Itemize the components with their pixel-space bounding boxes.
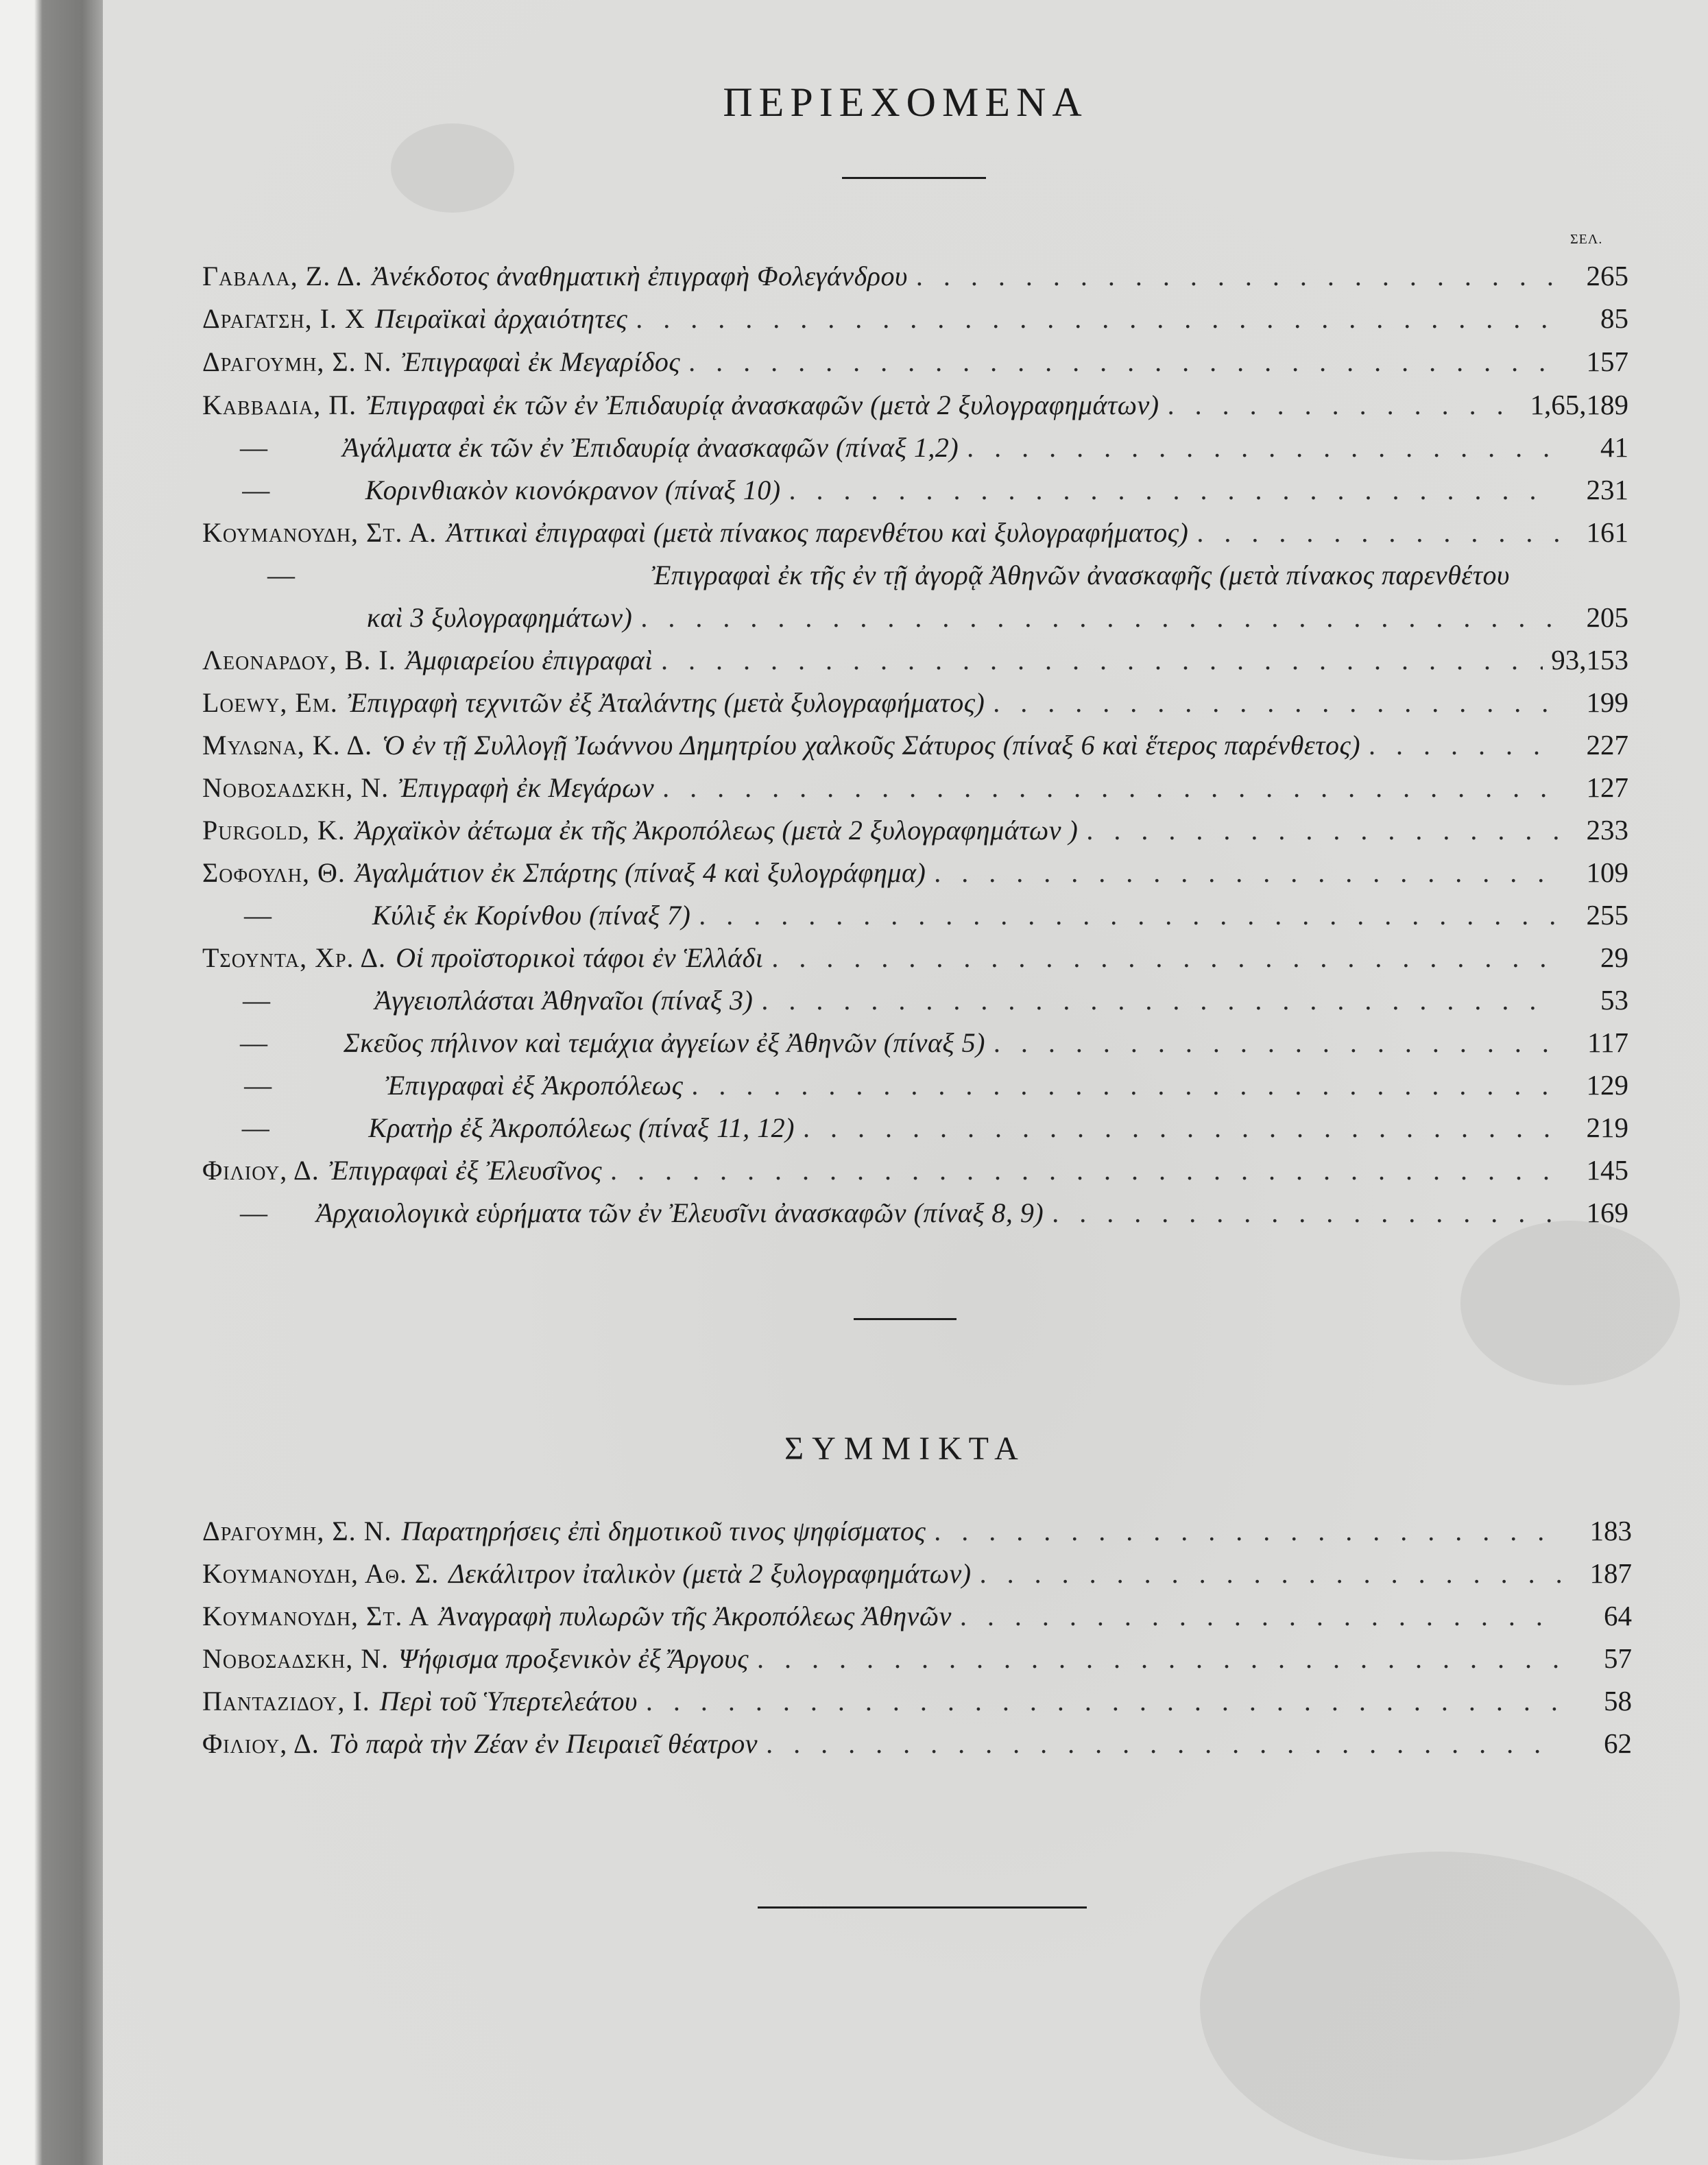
dot-leader — [994, 1027, 1559, 1059]
page-number: 127 — [1586, 771, 1628, 803]
entry-title: Κύλιξ ἐκ Κορίνθου (πίναξ 7) — [372, 900, 691, 931]
entry-title: Κορινθιακὸν κιονόκρανον (πίναξ 10) — [365, 475, 781, 505]
dot-leader — [662, 771, 1559, 804]
page-number: 62 — [1604, 1727, 1632, 1759]
list-item — [202, 941, 1628, 979]
dot-leader — [803, 1112, 1559, 1144]
page-number: 161 — [1586, 516, 1628, 548]
entry-author: Loewy, Εμ. — [202, 687, 338, 718]
entry-author: Σοφουλη, Θ. — [202, 857, 346, 888]
page-number: 231 — [1586, 474, 1629, 505]
page-number: 64 — [1604, 1600, 1632, 1631]
dot-leader — [661, 644, 1543, 676]
page-number: 187 — [1589, 1557, 1632, 1589]
entry-title: Ἀγάλματα ἐκ τῶν ἐν Ἐπιδαυρίᾳ ἀνασκαφῶν (πίναξ 1,2) — [342, 432, 959, 463]
list-item — [202, 1599, 1632, 1638]
entry-author: Νοβοσαδσκη, Ν. — [202, 772, 389, 803]
list-item — [202, 1642, 1632, 1680]
list-item — [202, 898, 1628, 937]
entry-author: Κουμανουδη, Αθ. Σ. — [202, 1558, 440, 1589]
entry-title: Ἀρχαϊκὸν ἀέτωμα ἐκ τῆς Ἀκροπόλεως (μετὰ 2 ξυλογραφημάτων ) — [354, 815, 1079, 846]
section-rule — [854, 1318, 957, 1320]
list-item — [202, 1153, 1628, 1192]
paper-stain — [391, 123, 514, 213]
entry-author: Δραγατση, Ι. Χ — [202, 303, 365, 334]
page-column-label: ΣΕΛ. — [1570, 232, 1603, 247]
entry-author: Μυλωνα, Κ. Δ. — [202, 730, 373, 761]
entry-title: Σκεῦος πήλινον καὶ τεμάχια ἀγγείων ἐξ Ἀθηνῶν (πίναξ 5) — [343, 1027, 985, 1058]
list-item — [202, 1514, 1632, 1553]
list-item — [202, 1684, 1632, 1723]
entry-title: Ἀγγειοπλάσται Ἀθηναῖοι (πίναξ 3) — [374, 985, 754, 1016]
ditto-dash: — — [243, 900, 272, 931]
dot-leader — [771, 942, 1559, 974]
dot-leader — [960, 1600, 1562, 1632]
list-item — [202, 983, 1628, 1022]
entry-title: Περὶ τοῦ Ὑπερτελεάτου — [379, 1686, 638, 1717]
entry-title: Παρατηρήσεις ἐπὶ δημοτικοῦ τινος ψηφίσματος — [401, 1516, 926, 1546]
entry-title: Ἀμφιαρείου ἐπιγραφαὶ — [405, 645, 653, 675]
entry-title: Ἐπιγραφαὶ ἐκ τῆς ἐν τῇ ἀγορᾷ Ἀθηνῶν ἀνασκαφῆς (μετὰ πίνακος παρενθέτου — [651, 560, 1510, 590]
ditto-dash: — — [267, 560, 295, 590]
dot-leader — [610, 1154, 1559, 1186]
list-item — [202, 1557, 1632, 1595]
symmikta-heading: ΣΥΜΜΙΚΤΑ — [784, 1431, 1026, 1467]
list-item — [202, 1111, 1628, 1149]
entry-title: Ἐπιγραφαὶ ἐξ Ἐλευσῖνος — [328, 1155, 602, 1186]
page-number: 157 — [1586, 346, 1628, 377]
page-number: 117 — [1587, 1027, 1628, 1058]
dot-leader — [934, 857, 1559, 889]
title-rule — [842, 177, 986, 179]
page-number: 29 — [1600, 942, 1628, 973]
page-number: 227 — [1586, 729, 1628, 761]
entry-title: Πειραϊκαὶ ἀρχαιότητες — [374, 303, 628, 334]
ditto-dash: — — [241, 1112, 269, 1143]
entry-author: Δραγουμη, Σ. Ν. — [202, 346, 392, 377]
ditto-dash: — — [240, 1197, 267, 1228]
entry-author: Πανταζιδου, Ι. — [202, 1686, 370, 1717]
dot-leader — [761, 984, 1559, 1016]
list-item — [202, 686, 1628, 724]
list-item — [202, 856, 1628, 894]
list-item — [202, 728, 1628, 767]
list-item — [202, 1068, 1628, 1107]
entry-author: Τσουντα, Χρ. Δ. — [202, 942, 387, 973]
entry-title: Ἀγαλμάτιον ἐκ Σπάρτης (πίναξ 4 καὶ ξυλογράφημα) — [354, 857, 926, 888]
list-item — [202, 259, 1628, 298]
entry-author: Φιλιου, Δ. — [202, 1728, 320, 1759]
page-number: 205 — [1586, 601, 1628, 633]
dot-leader — [1086, 814, 1559, 846]
ditto-dash: — — [244, 1070, 272, 1101]
page-number: 93,153 — [1551, 644, 1628, 675]
page-title: ΠΕΡΙΕΧΟΜΕΝΑ — [723, 80, 1088, 125]
entry-title: Ἐπιγραφὴ τεχνιτῶν ἐξ Ἀταλάντης (μετὰ ξυλογραφήματος) — [347, 687, 985, 718]
dot-leader — [757, 1642, 1562, 1675]
entry-title: Ἀναγραφὴ πυλωρῶν τῆς Ἀκροπόλεως Ἀθηνῶν — [439, 1601, 952, 1631]
entry-author: Purgold, Κ. — [202, 815, 346, 846]
paper-stain — [1460, 1221, 1680, 1385]
entry-title: Οἱ προϊστορικοὶ τάφοι ἐν Ἑλλάδι — [396, 942, 764, 973]
list-item — [202, 1196, 1628, 1234]
page-number: 219 — [1586, 1112, 1628, 1143]
page-number: 129 — [1586, 1069, 1628, 1101]
entry-title: Ἐπιγραφὴ ἐκ Μεγάρων — [398, 772, 655, 803]
dot-leader — [1052, 1197, 1559, 1229]
entry-title: Ἐπιγραφαὶ ἐκ τῶν ἐν Ἐπιδαυρίᾳ ἀνασκαφῶν (μετὰ 2 ξυλογραφημάτων) — [366, 390, 1159, 420]
list-item — [202, 601, 1628, 639]
list-item — [202, 559, 1628, 597]
dot-leader — [646, 1685, 1562, 1717]
entry-author: Λεοναρδου, Β. Ι. — [202, 645, 396, 675]
dot-leader — [934, 1515, 1562, 1547]
ditto-dash: — — [243, 985, 271, 1016]
ditto-dash: — — [240, 1027, 267, 1058]
list-item — [202, 516, 1628, 554]
dot-leader — [640, 601, 1559, 634]
entry-author: Κουμανουδη, Στ. Α — [202, 1601, 430, 1631]
page-number: 57 — [1604, 1642, 1632, 1674]
dot-leader — [789, 474, 1559, 506]
page-number: 53 — [1600, 984, 1628, 1016]
entry-title: Κρατὴρ ἐξ Ἀκροπόλεως (πίναξ 11, 12) — [368, 1112, 795, 1143]
ditto-dash: — — [242, 475, 270, 505]
page-number: 169 — [1586, 1197, 1628, 1228]
list-item — [202, 302, 1628, 340]
list-item — [202, 431, 1628, 469]
dot-leader — [766, 1727, 1562, 1760]
entry-author: Δραγουμη, Σ. Ν. — [202, 1516, 392, 1546]
book-spine-shadow — [0, 0, 103, 2165]
page-number: 233 — [1586, 814, 1628, 846]
dot-leader — [1168, 389, 1522, 421]
dot-leader — [699, 899, 1559, 931]
dot-leader — [980, 1557, 1562, 1590]
page-number: 58 — [1604, 1685, 1632, 1717]
page-number: 1,65,189 — [1530, 389, 1628, 420]
list-item — [202, 643, 1628, 682]
entry-title: Ἀρχαιολογικὰ εὑρήματα τῶν ἐν Ἐλευσῖνι ἀνασκαφῶν (πίναξ 8, 9) — [315, 1197, 1044, 1228]
entry-title: Ψήφισμα προξενικὸν ἐξ Ἄργους — [398, 1643, 749, 1674]
entry-title: καὶ 3 ξυλογραφημάτων) — [367, 602, 633, 633]
dot-leader — [967, 431, 1559, 464]
entry-title: Ἐπιγραφαὶ ἐξ Ἀκροπόλεως — [385, 1070, 684, 1101]
end-rule — [758, 1906, 1087, 1909]
page-number: 265 — [1586, 260, 1628, 291]
dot-leader — [691, 1069, 1559, 1101]
ditto-dash: — — [240, 432, 267, 463]
entry-author: Νοβοσαδσκη, Ν. — [202, 1643, 389, 1674]
entry-title: Δεκάλιτρον ἰταλικὸν (μετὰ 2 ξυλογραφημάτων) — [448, 1558, 972, 1589]
page-number: 183 — [1589, 1515, 1632, 1546]
page-number: 145 — [1586, 1154, 1628, 1186]
page-number: 41 — [1600, 431, 1628, 463]
dot-leader — [1196, 516, 1559, 549]
list-item — [202, 1026, 1628, 1064]
entry-title: Ἀνέκδοτος ἀναθηματικὴ ἐπιγραφὴ Φολεγάνδρου — [372, 261, 908, 291]
paper-stain — [1200, 1852, 1680, 2160]
page-number: 255 — [1586, 899, 1628, 931]
list-item — [202, 771, 1628, 809]
entry-author: Γαβαλα, Ζ. Δ. — [202, 261, 363, 291]
entry-title: Ἐπιγραφαὶ ἐκ Μεγαρίδος — [401, 346, 681, 377]
dot-leader — [636, 302, 1559, 335]
entry-title: Ἀττικαὶ ἐπιγραφαὶ (μετὰ πίνακος παρενθέτου καὶ ξυλογραφήματος) — [446, 517, 1189, 548]
page-number: 199 — [1586, 686, 1628, 718]
page-number: 85 — [1600, 302, 1628, 334]
list-item — [202, 813, 1628, 852]
entry-title: Τὸ παρὰ τὴν Ζέαν ἐν Πειραιεῖ θέατρον — [328, 1728, 758, 1759]
entry-author: Καββαδια, Π. — [202, 390, 357, 420]
entry-author: Φιλιου, Δ. — [202, 1155, 320, 1186]
page-number: 109 — [1586, 857, 1628, 888]
list-item — [202, 473, 1628, 512]
list-item — [202, 388, 1628, 427]
list-item — [202, 345, 1628, 383]
dot-leader — [916, 260, 1559, 292]
entry-author: Κουμανουδη, Στ. Α. — [202, 517, 437, 548]
dot-leader — [1369, 729, 1559, 761]
list-item — [202, 1727, 1632, 1765]
dot-leader — [993, 686, 1559, 719]
entry-title: Ὁ ἐν τῇ Συλλογῇ Ἰωάννου Δημητρίου χαλκοῦς Σάτυρος (πίναξ 6 καὶ ἕτερος παρένθετος) — [382, 730, 1361, 761]
dot-leader — [688, 346, 1559, 378]
